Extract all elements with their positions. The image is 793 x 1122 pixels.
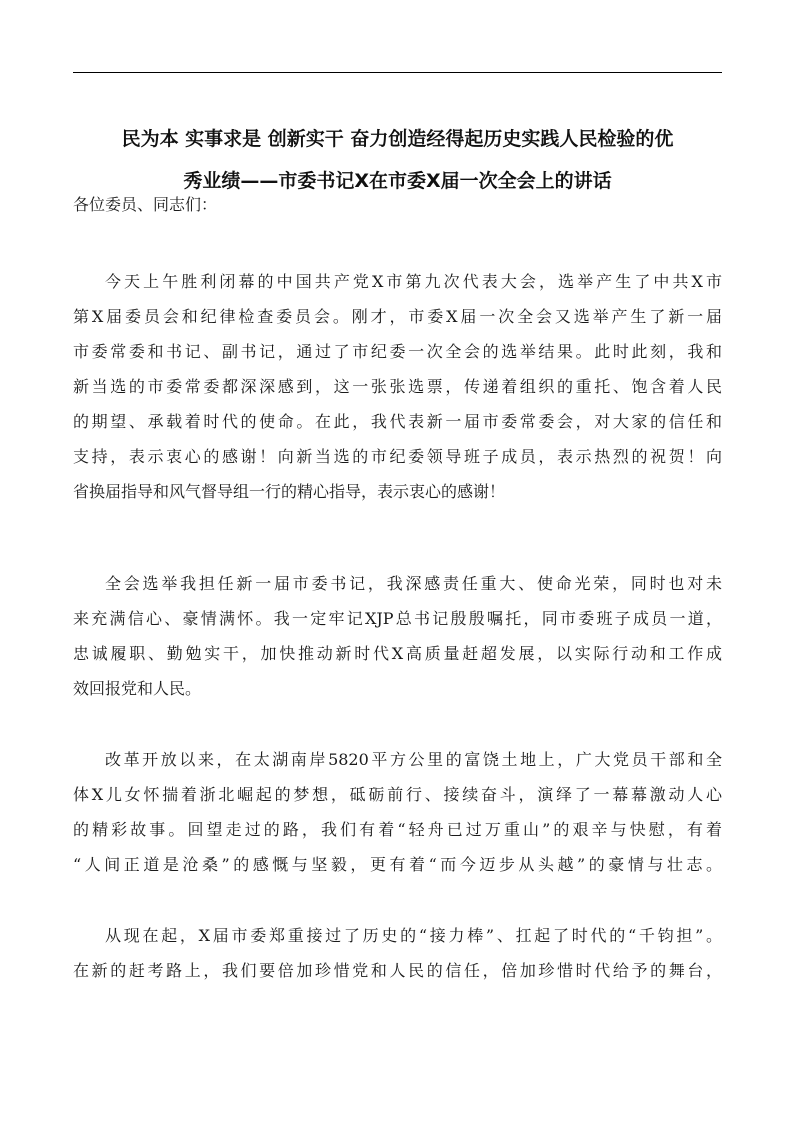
paragraph-line: 在新的赶考路上，我们要倍加珍惜党和人民的信任，倍加珍惜时代给予的舞台， [73, 961, 722, 980]
paragraph-line: “人间正道是沧桑”的感慨与坚毅，更有着“而今迈步从头越”的豪情与壮志。 [73, 855, 722, 874]
paragraph-line: 来充满信心、豪情满怀。我一定牢记XJP总书记殷殷嘱托，同市委班子成员一道， [73, 609, 722, 628]
salutation: 各位委员、同志们： [73, 195, 218, 214]
paragraph-line: 效回报党和人民。 [73, 679, 202, 698]
paragraph-line: 新当选的市委常委都深深感到，这一张张选票，传递着组织的重托、饱含着人民 [73, 377, 722, 396]
paragraph-line: 改革开放以来，在太湖南岸5820平方公里的富饶土地上，广大党员干部和全 [105, 750, 722, 769]
paragraph-line: 的精彩故事。回望走过的路，我们有着“轻舟已过万重山”的艰辛与快慰，有着 [73, 820, 722, 839]
paragraph-2 [73, 566, 722, 706]
header-rule [73, 72, 722, 73]
paragraph-line: 今天上午胜利闭幕的中国共产党X市第九次代表大会，选举产生了中共X市 [105, 272, 722, 291]
paragraph-line: 全会选举我担任新一届市委书记，我深感责任重大、使命光荣，同时也对未 [105, 574, 722, 593]
paragraph-4 [73, 918, 722, 988]
paragraph-line: 体X儿女怀揣着浙北崛起的梦想，砥砺前行、接续奋斗，演绎了一幕幕激动人心 [73, 785, 722, 804]
paragraph-line: 的期望、承载着时代的使命。在此，我代表新一届市委常委会，对大家的信任和 [73, 412, 722, 431]
paragraph-line: 第X届委员会和纪律检查委员会。刚才，市委X届一次全会又选举产生了新一届 [73, 307, 722, 326]
title-line-1: 民为本 实事求是 创新实干 奋力创造经得起历史实践人民检验的优 [121, 128, 674, 150]
paragraph-3 [73, 742, 722, 882]
paragraph-line: 支持，表示衷心的感谢！向新当选的市纪委领导班子成员，表示热烈的祝贺！向 [73, 447, 722, 466]
paragraph-1 [73, 264, 722, 509]
paragraph-line: 市委常委和书记、副书记，通过了市纪委一次全会的选举结果。此时此刻，我和 [73, 342, 722, 361]
paragraph-line: 从现在起，X届市委郑重接过了历史的“接力棒”、扛起了时代的“千钧担”。 [105, 926, 722, 945]
paragraph-line: 忠诚履职、勤勉实干，加快推动新时代X高质量赶超发展，以实际行动和工作成 [73, 644, 722, 663]
paragraph-line: 省换届指导和风气督导组一行的精心指导，表示衷心的感谢！ [73, 482, 506, 501]
title-line-2: 秀业绩——市委书记X在市委X届一次全会上的讲话 [183, 170, 612, 192]
